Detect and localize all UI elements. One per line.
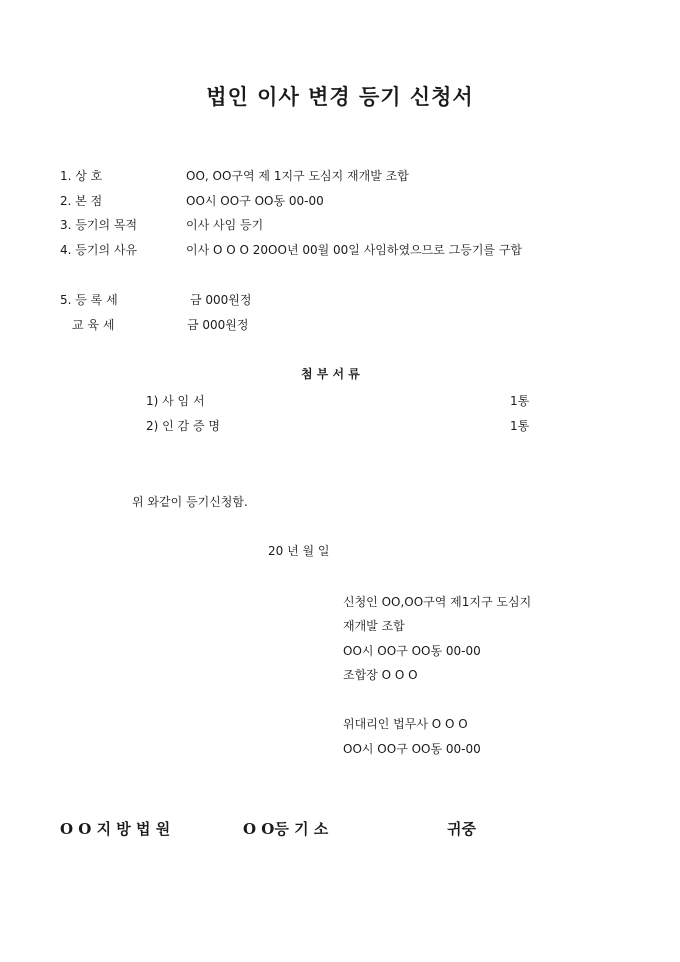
item-label-reason: 4. 등기의 사유 xyxy=(60,243,138,257)
addressee-court: O O 지 방 법 원 xyxy=(60,820,171,838)
item-value-company-name: OO, OO구역 제 1지구 도심지 재개발 조합 xyxy=(186,169,409,183)
attachment-count-resignation: 1통 xyxy=(510,394,530,408)
document-title: 법인 이사 변경 등기 신청서 xyxy=(206,84,474,109)
agent-address: OO시 OO구 OO동 00-00 xyxy=(343,742,481,756)
item-value-head-office: OO시 OO구 OO동 00-00 xyxy=(186,194,324,208)
item-label-company-name: 1. 상 호 xyxy=(60,169,103,183)
applicant-address: OO시 OO구 OO동 00-00 xyxy=(343,644,481,658)
application-statement: 위 와같이 등기신청함. xyxy=(132,495,248,509)
attachment-count-seal-certificate: 1통 xyxy=(510,419,530,433)
item-label-purpose: 3. 등기의 목적 xyxy=(60,218,138,232)
attachments-heading: 첨 부 서 류 xyxy=(301,367,360,381)
tax-label-registration: 5. 등 록 세 xyxy=(60,293,118,307)
tax-value-education: 금 000원정 xyxy=(187,318,249,332)
applicant-name: 신청인 OO,OO구역 제1지구 도심지 xyxy=(343,595,532,609)
attachment-label-seal-certificate: 2) 인 감 증 명 xyxy=(146,419,220,433)
applicant-representative: 조합장 O O O xyxy=(343,668,418,682)
item-value-reason: 이사 O O O 20OO년 00월 00일 사임하였으므로 그등기를 구합 xyxy=(186,243,523,257)
addressee-registry: O O등 기 소 xyxy=(243,820,329,838)
tax-value-registration: 금 000원정 xyxy=(190,293,252,307)
item-value-purpose: 이사 사임 등기 xyxy=(186,218,264,232)
addressee-honorific: 귀중 xyxy=(447,820,476,838)
applicant-name-cont: 재개발 조합 xyxy=(343,619,405,633)
date-line: 20 년 월 일 xyxy=(268,544,330,558)
tax-label-education: 교 육 세 xyxy=(72,318,115,332)
agent-name: 위대리인 법무사 O O O xyxy=(343,717,468,731)
attachment-label-resignation: 1) 사 임 서 xyxy=(146,394,205,408)
item-label-head-office: 2. 본 점 xyxy=(60,194,103,208)
